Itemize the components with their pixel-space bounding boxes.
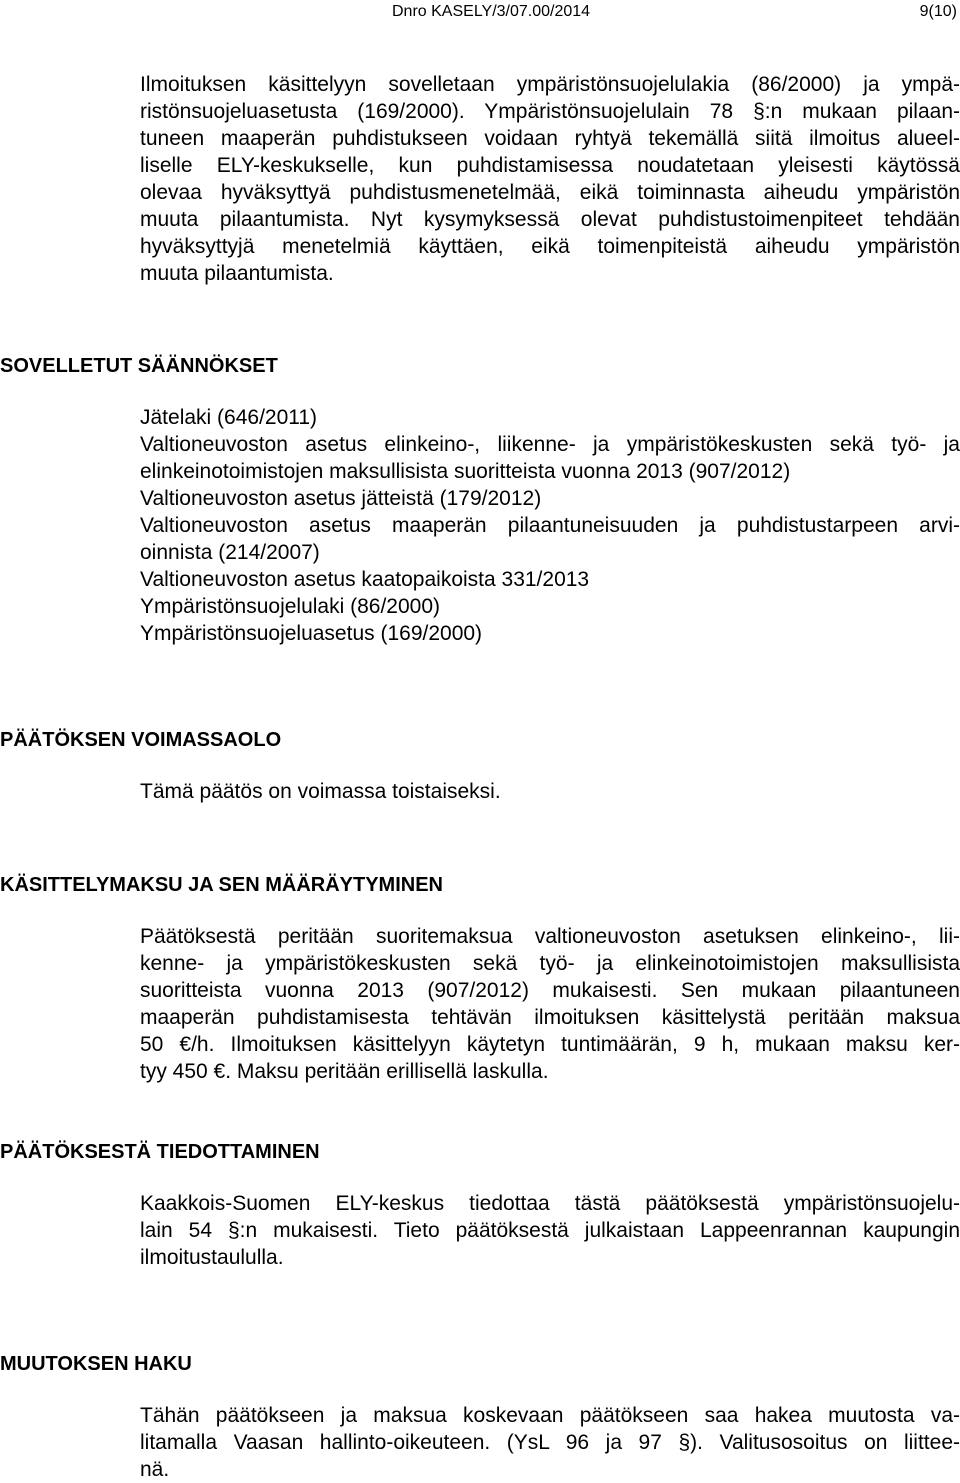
section-heading: MUUTOKSEN HAKU <box>0 1353 192 1375</box>
paragraph-line: Ilmoituksen käsittelyyn sovelletaan ympäristönsuojelulakia (86/2000) ja ympä- <box>140 73 960 96</box>
paragraph-line: liselle ELY-keskukselle, kun puhdistamisessa noudatetaan yleisesti käytössä <box>140 154 960 177</box>
paragraph-line: Tähän päätökseen ja maksua koskevaan päätökseen saa hakea muutosta va- <box>140 1404 960 1427</box>
paragraph-line: Päätöksestä peritään suoritemaksua valtioneuvoston asetuksen elinkeino-, lii- <box>140 925 960 948</box>
page-header <box>392 0 960 22</box>
section-heading: KÄSITTELYMAKSU JA SEN MÄÄRÄYTYMINEN <box>0 874 443 896</box>
paragraph-line: muuta pilaantumista. <box>140 262 334 285</box>
regulation-item: Ympäristönsuojelulaki (86/2000) <box>140 595 440 618</box>
regulation-item: Valtioneuvoston asetus elinkeino-, liikenne- ja ympäristökeskusten sekä työ- ja <box>140 433 960 456</box>
regulation-item: Valtioneuvoston asetus kaatopaikoista 331/2013 <box>140 568 590 591</box>
regulation-item: Valtioneuvoston asetus jätteistä (179/2012) <box>140 487 542 510</box>
paragraph-line: muuta pilaantumista. Nyt kysymyksessä olevat puhdistustoimenpiteet tehdään <box>140 208 960 231</box>
paragraph-line: ilmoitustaululla. <box>140 1246 284 1269</box>
section-heading: SOVELLETUT SÄÄNNÖKSET <box>0 355 278 377</box>
regulation-item: elinkeinotoimistojen maksullisista suoritteista vuonna 2013 (907/2012) <box>140 460 791 483</box>
regulation-item: Valtioneuvoston asetus maaperän pilaantuneisuuden ja puhdistustarpeen arvi- <box>140 514 960 537</box>
section-heading: PÄÄTÖKSESTÄ TIEDOTTAMINEN <box>0 1141 320 1163</box>
paragraph-line: olevaa hyväksyttyä puhdistusmenetelmää, eikä toiminnasta aiheudu ympäristön <box>140 181 960 204</box>
paragraph-line: suoritteista vuonna 2013 (907/2012) mukaisesti. Sen mukaan pilaantuneen <box>140 979 960 1002</box>
paragraph-line: litamalla Vaasan hallinto-oikeuteen. (YsL 96 ja 97 §). Valitusosoitus on liittee- <box>140 1431 960 1454</box>
page-number: 9(10) <box>919 3 957 20</box>
regulation-item: oinnista (214/2007) <box>140 541 320 564</box>
paragraph-line: 50 €/h. Ilmoituksen käsittelyyn käytetyn tuntimäärän, 9 h, mukaan maksu ker- <box>140 1033 960 1056</box>
paragraph-line: Kaakkois-Suomen ELY-keskus tiedottaa tästä päätöksestä ympäristönsuojelu- <box>140 1192 960 1215</box>
paragraph-line: hyväksyttyjä menetelmiä käyttäen, eikä toimenpiteistä aiheudu ympäristön <box>140 235 960 258</box>
paragraph-line: tyy 450 €. Maksu peritään erillisellä laskulla. <box>140 1060 549 1083</box>
regulation-item: Ympäristönsuojeluasetus (169/2000) <box>140 622 483 645</box>
paragraph-line: lain 54 §:n mukaisesti. Tieto päätöksestä julkaistaan Lappeenrannan kaupungin <box>140 1219 960 1242</box>
section-heading: PÄÄTÖKSEN VOIMASSAOLO <box>0 729 282 751</box>
paragraph-line: ristönsuojeluasetusta (169/2000). Ympäristönsuojelulain 78 §:n mukaan pilaan- <box>140 100 960 123</box>
document-reference: Dnro KASELY/3/07.00/2014 <box>392 3 591 20</box>
paragraph-line: maaperän puhdistamisesta tehtävän ilmoituksen käsittelystä peritään maksua <box>140 1006 960 1029</box>
paragraph-line: kenne- ja ympäristökeskusten sekä työ- ja elinkeinotoimistojen maksullisista <box>140 952 960 975</box>
paragraph-line: tuneen maaperän puhdistukseen voidaan ryhtyä tekemällä siitä ilmoitus alueel- <box>140 127 960 150</box>
regulation-item: Jätelaki (646/2011) <box>140 406 318 429</box>
paragraph-line: nä. <box>140 1458 170 1481</box>
paragraph-line: Tämä päätös on voimassa toistaiseksi. <box>140 780 501 803</box>
